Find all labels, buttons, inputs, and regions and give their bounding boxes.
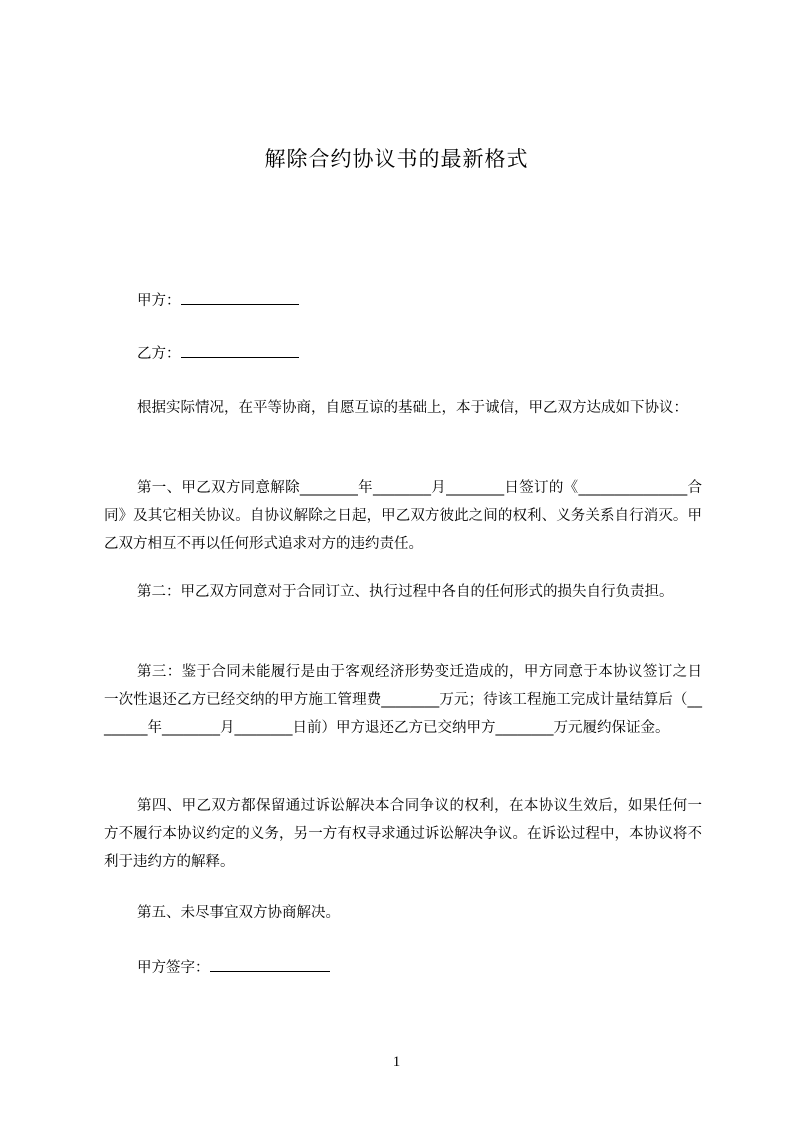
party-b-label: 乙方： (137, 346, 181, 362)
party-a-blank (181, 289, 299, 305)
party-a-line (137, 287, 299, 315)
party-b-blank (181, 342, 299, 358)
document-title: 解除合约协议书的最新格式 (264, 147, 529, 171)
clause-3: 第三：鉴于合同未能履行是由于客观经济形势变迁造成的，甲方同意于本协议签订之日一次性退还乙方已经交纳的甲方施工管理费________万元；待该工程施工完成计量结算后（________年________月________日前）甲方退还乙方已交纳甲方________万元履约保证金。 (104, 664, 702, 736)
clause-4: 第四、甲乙双方都保留通过诉讼解决本合同争议的权利，在本协议生效后，如果任何一方不履行本协议约定的义务，另一方有权寻求通过诉讼解决争议。在诉讼过程中，本协议将不利于违约方的解释。 (104, 798, 702, 870)
party-b-line (137, 340, 299, 368)
clause-5: 第五、未尽事宜双方协商解决。 (137, 905, 340, 921)
clause-2: 第二：甲乙双方同意对于合同订立、执行过程中各自的任何形式的损失自行负责担。 (137, 584, 674, 600)
clause-1: 第一、甲乙双方同意解除________年________月________日签订的《_______________合同》及其它相关协议。自协议解除之日起，甲乙双方彼此之间的权利、义务关系自行消灭。甲乙双方相互不再以任何形式追求对方的违约责任。 (104, 480, 702, 552)
party-a-label: 甲方： (137, 293, 181, 309)
signature-a-label: 甲方签字： (137, 960, 210, 976)
page-number: 1 (392, 1054, 401, 1070)
signature-a-line (137, 954, 330, 982)
intro-paragraph: 根据实际情况，在平等协商，自愿互谅的基础上，本于诚信，甲乙双方达成如下协议： (137, 400, 688, 416)
signature-a-blank (210, 956, 330, 972)
